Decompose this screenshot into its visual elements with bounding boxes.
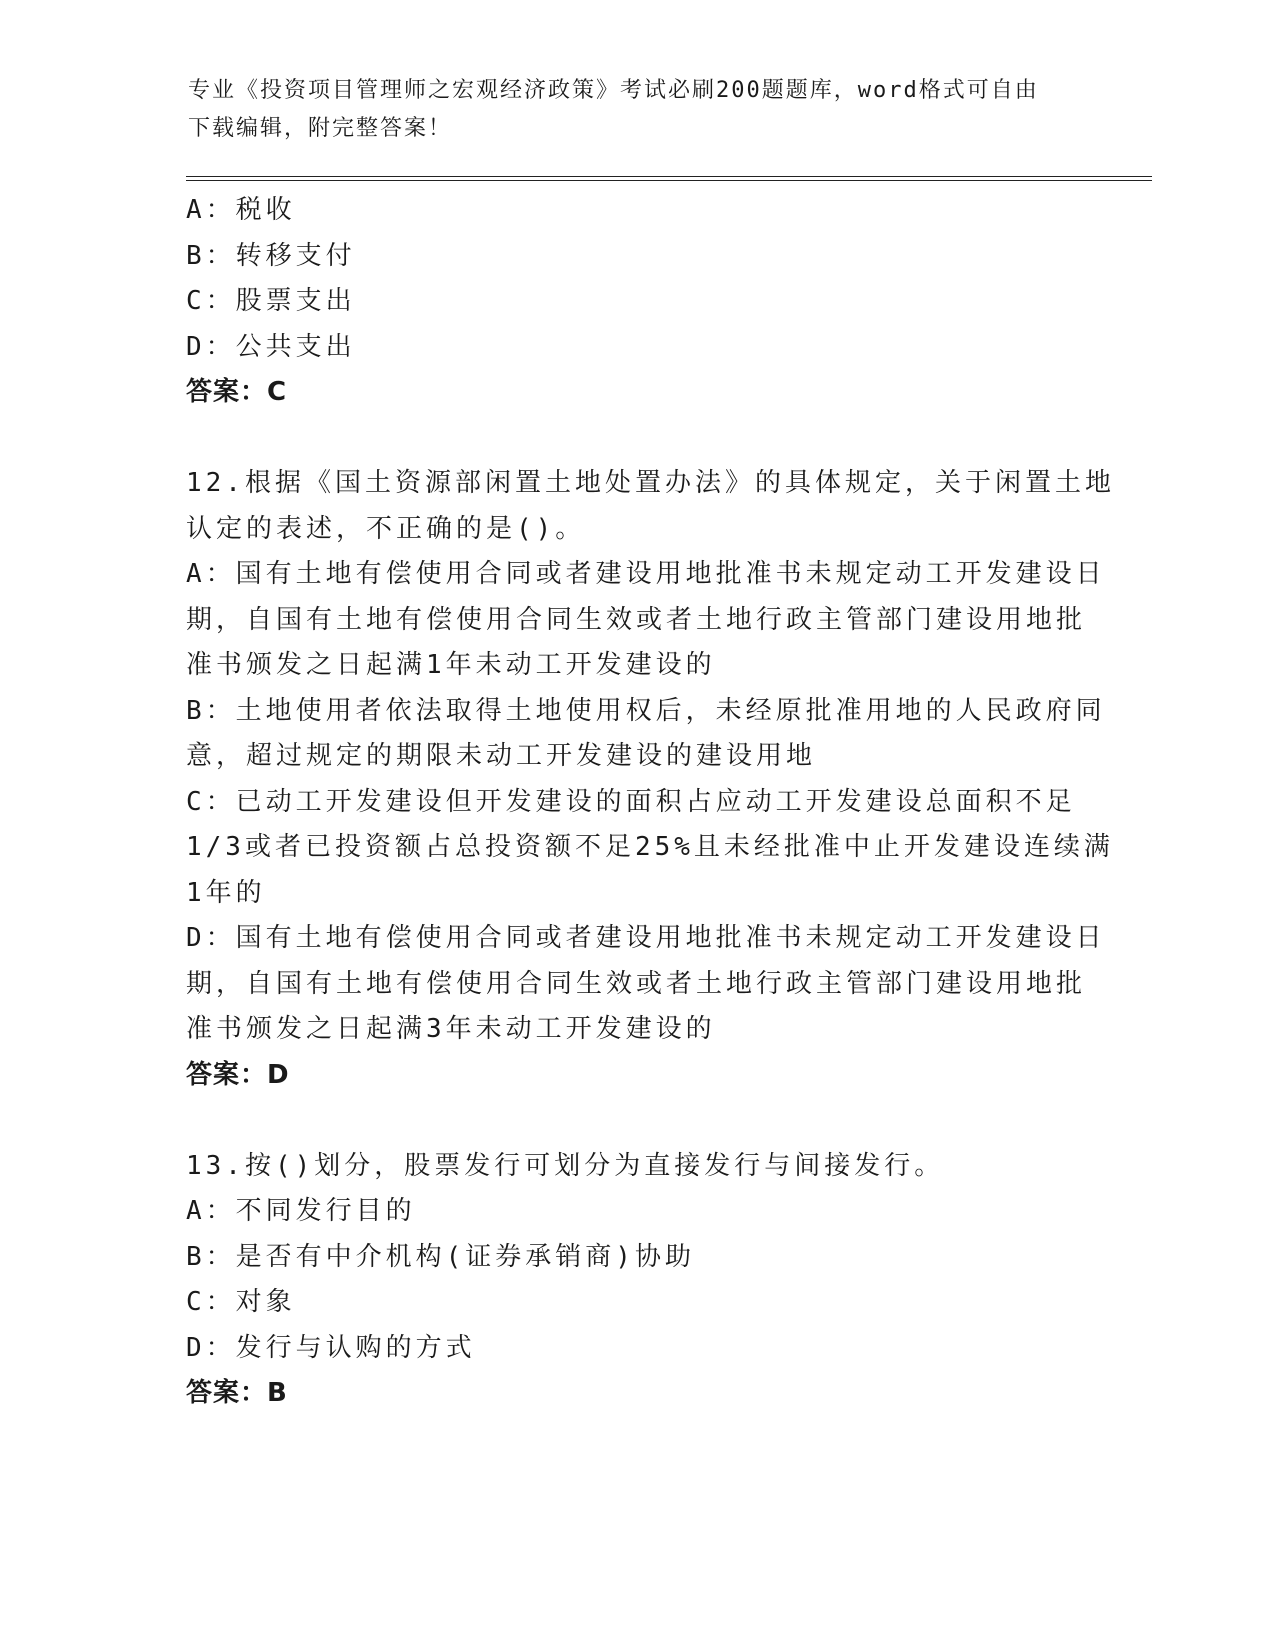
header-line-1: 专业《投资项目管理师之宏观经济政策》考试必刷200题题库，word格式可自由 bbox=[188, 78, 1039, 103]
question-11 bbox=[186, 188, 1086, 416]
q13-answer: 答案：B bbox=[186, 1378, 288, 1408]
question-content bbox=[186, 188, 1115, 1417]
q12-option-a-line: 期，自国有土地有偿使用合同生效或者土地行政主管部门建设用地批 bbox=[186, 604, 1087, 635]
q12-option-d-line: 准书颁发之日起满3年未动工开发建设的 bbox=[186, 1014, 716, 1044]
q12-option-c-line: 1/3或者已投资额占总投资额不足25%且未经批准中止开发建设连续满 bbox=[186, 832, 1114, 862]
q11-option-c: C：股票支出 bbox=[186, 286, 356, 316]
q12-stem-line: 认定的表述，不正确的是()。 bbox=[186, 513, 586, 544]
q11-option-b: B：转移支付 bbox=[186, 240, 356, 271]
q13-option-a: A：不同发行目的 bbox=[186, 1196, 416, 1226]
question-13 bbox=[186, 1144, 1086, 1417]
q11-option-a: A：税收 bbox=[186, 195, 296, 225]
header-line-2: 下载编辑，附完整答案！ bbox=[188, 116, 453, 141]
q12-option-a-line: 准书颁发之日起满1年未动工开发建设的 bbox=[186, 650, 716, 680]
q12-option-c-line: 1年的 bbox=[186, 877, 266, 908]
question-12 bbox=[186, 461, 1115, 1098]
q13-stem: 13.按()划分，股票发行可划分为直接发行与间接发行。 bbox=[186, 1150, 945, 1181]
q11-option-d: D：公共支出 bbox=[186, 331, 356, 362]
q11-answer: 答案：C bbox=[186, 377, 288, 407]
q12-answer: 答案：D bbox=[186, 1059, 290, 1090]
q12-option-d-line: D：国有土地有偿使用合同或者建设用地批准书未规定动工开发建设日 bbox=[186, 923, 1106, 953]
question-spacer bbox=[186, 416, 1086, 462]
q12-option-d-line: 期，自国有土地有偿使用合同生效或者土地行政主管部门建设用地批 bbox=[186, 968, 1087, 999]
q13-option-b: B：是否有中介机构(证券承销商)协助 bbox=[186, 1241, 695, 1272]
q13-option-c: C：对象 bbox=[186, 1287, 296, 1317]
q12-option-b-line: B：土地使用者依法取得土地使用权后，未经原批准用地的人民政府同 bbox=[186, 695, 1106, 726]
q12-option-c-line: C：已动工开发建设但开发建设的面积占应动工开发建设总面积不足 bbox=[186, 786, 1076, 817]
q12-stem-line: 12.根据《国土资源部闲置土地处置办法》的具体规定，关于闲置土地 bbox=[186, 468, 1115, 498]
q13-option-d: D：发行与认购的方式 bbox=[186, 1332, 476, 1363]
document-header bbox=[188, 72, 1088, 148]
q12-option-b-line: 意，超过规定的期限未动工开发建设的建设用地 bbox=[186, 741, 817, 771]
q12-option-a-line: A：国有土地有偿使用合同或者建设用地批准书未规定动工开发建设日 bbox=[186, 559, 1106, 589]
header-divider bbox=[186, 176, 1152, 181]
question-spacer bbox=[186, 1098, 1086, 1144]
